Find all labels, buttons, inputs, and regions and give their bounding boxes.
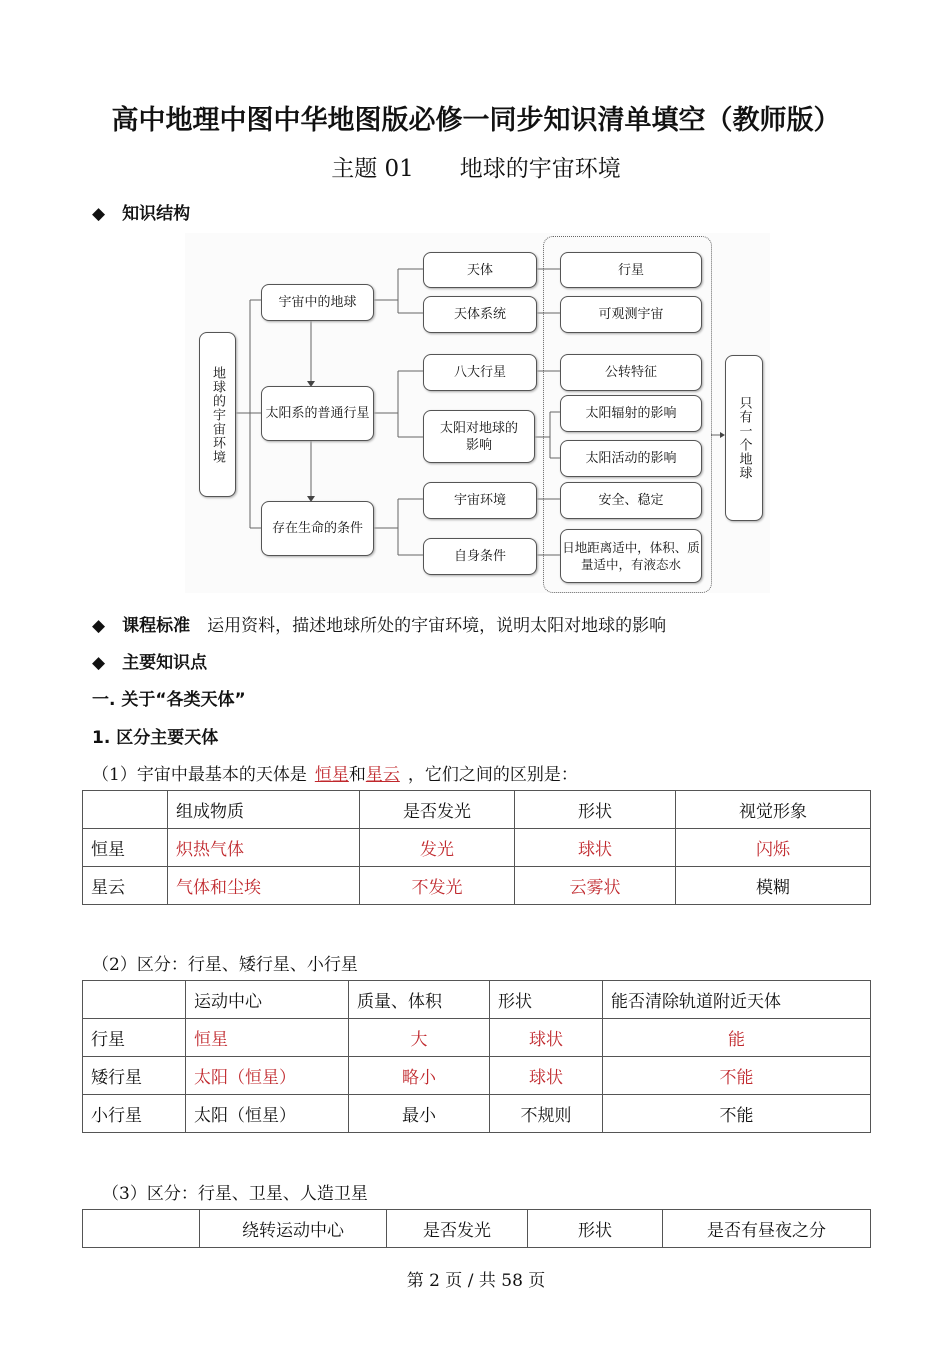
node-cosmic-environment: 宇宙环境	[423, 482, 537, 519]
table-row: 小行星 太阳（恒星） 最小 不规则 不能	[83, 1095, 871, 1133]
table-planet-types	[82, 980, 871, 1133]
node-celestial-system: 天体系统	[423, 296, 537, 333]
question-3: （3）区分：行星、卫星、人造卫星	[102, 1184, 368, 1204]
node-observable-universe: 可观测宇宙	[560, 296, 702, 333]
section-structure: ◆ 知识结构	[92, 204, 191, 224]
node-solar-activity: 太阳活动的影响	[560, 440, 702, 477]
node-root: 地球的宇宙环境	[199, 332, 236, 497]
table-star-nebula	[82, 790, 871, 905]
node-sun-influence: 太阳对地球的影响	[423, 410, 535, 463]
table-header-row: 组成物质 是否发光 形状 视觉形象	[83, 791, 871, 829]
document-title: 高中地理中图中华地图版必修一同步知识清单填空（教师版）	[111, 105, 841, 136]
node-solar-radiation: 太阳辐射的影响	[560, 395, 702, 432]
node-own-conditions: 自身条件	[423, 538, 537, 575]
node-safe-stable: 安全、稳定	[560, 482, 702, 519]
table-row: 星云 气体和尘埃 不发光 云雾状 模糊	[83, 867, 871, 905]
heading-distinguish: 1. 区分主要天体	[92, 728, 219, 748]
table-row: 矮行星 太阳（恒星） 略小 球状 不能	[83, 1057, 871, 1095]
section-standard: ◆ 课程标准 运用资料，描述地球所处的宇宙环境，说明太阳对地球的影响	[92, 616, 667, 636]
table-satellites	[82, 1209, 871, 1248]
page-number: 第 2 页 / 共 58 页	[406, 1271, 546, 1291]
table-row: 行星 恒星 大 球状 能	[83, 1019, 871, 1057]
section-main-points: ◆ 主要知识点	[92, 653, 208, 673]
question-1: （1）宇宙中最基本的天体是 恒星和星云 ，它们之间的区别是：	[92, 765, 578, 785]
node-celestial-body: 天体	[423, 252, 537, 288]
node-planet: 行星	[560, 252, 702, 288]
node-conclusion: 只有一个地球	[725, 355, 763, 521]
heading-celestial-bodies: 一. 关于“各类天体”	[92, 690, 246, 710]
node-distance-conditions: 日地距离适中，体积、质量适中，有液态水	[560, 529, 702, 583]
knowledge-structure-diagram	[185, 233, 770, 593]
table-header-row: 绕转运动中心 是否发光 形状 是否有昼夜之分	[83, 1210, 871, 1248]
table-header-row: 运动中心 质量、体积 形状 能否清除轨道附近天体	[83, 981, 871, 1019]
diamond-bullet-icon: ◆	[92, 616, 106, 636]
node-orbit-features: 公转特征	[560, 354, 702, 391]
topic-title: 主题 01 地球的宇宙环境	[331, 156, 621, 182]
node-life-conditions: 存在生命的条件	[261, 501, 374, 556]
question-2: （2）区分：行星、矮行星、小行星	[92, 955, 358, 975]
diamond-bullet-icon: ◆	[92, 204, 106, 224]
diamond-bullet-icon: ◆	[92, 653, 106, 673]
table-row: 恒星 炽热气体 发光 球状 闪烁	[83, 829, 871, 867]
node-eight-planets: 八大行星	[423, 354, 537, 391]
node-earth-in-universe: 宇宙中的地球	[261, 284, 374, 321]
node-ordinary-planet: 太阳系的普通行星	[261, 386, 374, 441]
